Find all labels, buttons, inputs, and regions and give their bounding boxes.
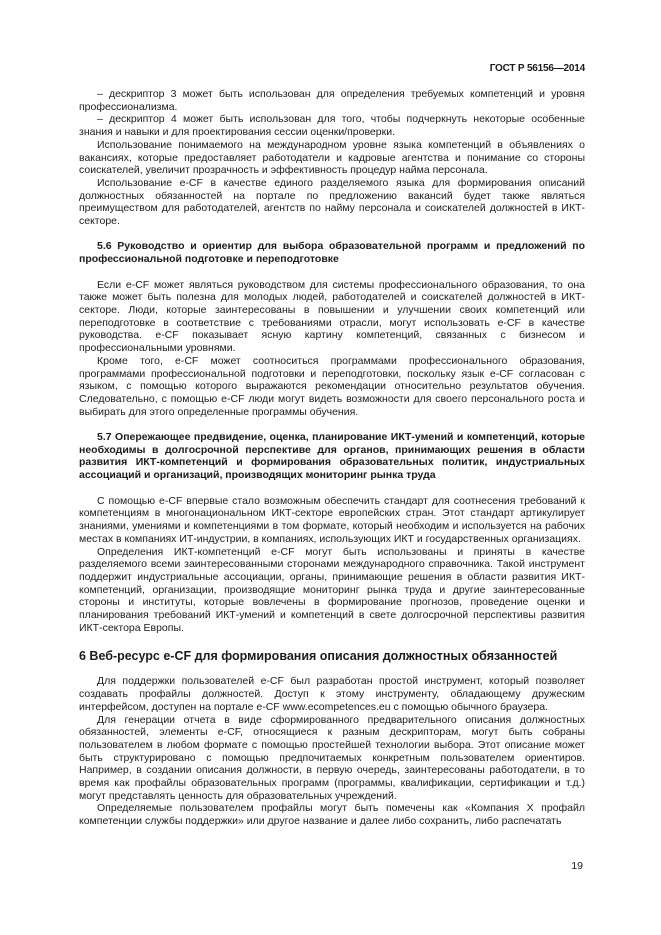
paragraph: С помощью e-CF впервые стало возможным обеспечить стандарт для соотнесения требований к компетенциям в многонациональном ИКТ-секторе европейских стран. Этот стандарт артикулирует знаниями, умениями и компетенциями в том формате, который необходим и используется на рабочих местах в компаниях ИТ-индустрии, в компаниях, использующих ИКТ и государственных организациях. [79,494,585,545]
paragraph: Для генерации отчета в виде сформированного предварительного описания должностных обязанностей, элементы e-CF, относящиеся к разным дескрипторам, могут быть собраны пользователем в любом формате с помощью простейшей технологии выбора. Этот описание может быть структурировано с помощью предпочитаемых конкретным пользователем ориентиров. Например, в создании описания должности, в первую очередь, заинтересованы работодатели, в то время как профайлы образовательных программ (программы, квалификации, сертификации и т.д.) могут представлять ценность для образовательных учреждений. [79,713,585,802]
page-content [79,88,585,828]
paragraph: Определения ИКТ-компетенций e-CF могут быть использованы и приняты в качестве разделяемого всеми заинтересованными сторонами международного справочника. Такой инструмент поддержит индустриальные ассоциации, органы, принимающие решения в области развития ИКТ-компетенций, организации, производящие мониторинг рынка труда и другие заинтересованные стороны и институты, которые вовлечены в формирование прогнозов, проведение оценки и планирования требований ИКТ-умений и компетенций в свете долгосрочной перспективы развития ИКТ-сектора Европы. [79,545,585,634]
subsection-heading-5-6: 5.6 Руководство и ориентир для выбора образовательной программ и предложений по профессиональной подготовке и переподготовке [79,240,585,265]
paragraph: Кроме того, e-CF может соотноситься программами профессионального образования, программами профессиональной подготовки и переподготовки, поскольку язык e-CF согласован с языком, с помощью которого выражаются рекомендации относительно результатов обучения. Следовательно, с помощью e-CF люди могут видеть возможности для своего персонального роста и выбирать для этого определенные программы обучения. [79,354,585,418]
subsection-heading-5-7: 5.7 Опережающее предвидение, оценка, планирование ИКТ-умений и компетенций, которые необходимы в долгосрочной перспективе для органов, принимающих решения в области развития ИКТ-компетенций и формирования образовательных политик, индустриальных ассоциаций и организаций, производящих мониторинг рынка труда [79,430,585,481]
paragraph: Для поддержки пользователей e-CF был разработан простой инструмент, который позволяет создавать профайлы должностей. Доступ к этому инструменту, обладающему дружеским интерфейсом, доступен на портале e-CF www.ecompetences.eu с помощью обычного браузера. [79,675,585,713]
paragraph: Если e-CF может являться руководством для системы профессионального образования, то она также может быть полезна для молодых людей, работодателей и соискателей должностей в ИКТ-секторе. Люди, которые заинтересованы в повышении и улучшении своих компетенций или переподготовке в соответствие с требованиями отрасли, могут использовать e-CF в качестве руководства. e-CF показывает ясную картину компетенций, связанных с бизнесом и профессиональными уровнями. [79,278,585,355]
paragraph: Использование e-CF в качестве единого разделяемого языка для формирования описаний должностных обязанностей на портале по предложению вакансий будет также являться преимуществом для работодателей, агентств по найму персонала и соискателей должностей в ИКТ-секторе. [79,176,585,228]
paragraph: Использование понимаемого на международном уровне языка компетенций в объявлениях о вакансиях, которые предоставляет работодатели и кадровые агентства и понимание со стороны соискателей, увеличит прозрачность и эффективность процедур найма персонала. [79,138,585,177]
section-heading-6: 6 Веб-ресурс e-CF для формирования описания должностных обязанностей [79,649,558,664]
page-number: 19 [571,860,583,872]
paragraph: Определяемые пользователем профайлы могут быть помечены как «Компания X профайл компетенции службы поддержки» или другое название и далее либо сохранить, либо распечатать [79,802,585,828]
descriptor-3-paragraph: – дескриптор 3 может быть использован для определения требуемых компетенций и уровня профессионализма. [79,88,585,113]
descriptor-4-paragraph: – дескриптор 4 может быть использован для того, чтобы подчеркнуть некоторые особенные знания и навыки и для проектирования сессии оценки/проверки. [79,113,585,139]
document-code-header: ГОСТ Р 56156—2014 [489,63,585,74]
